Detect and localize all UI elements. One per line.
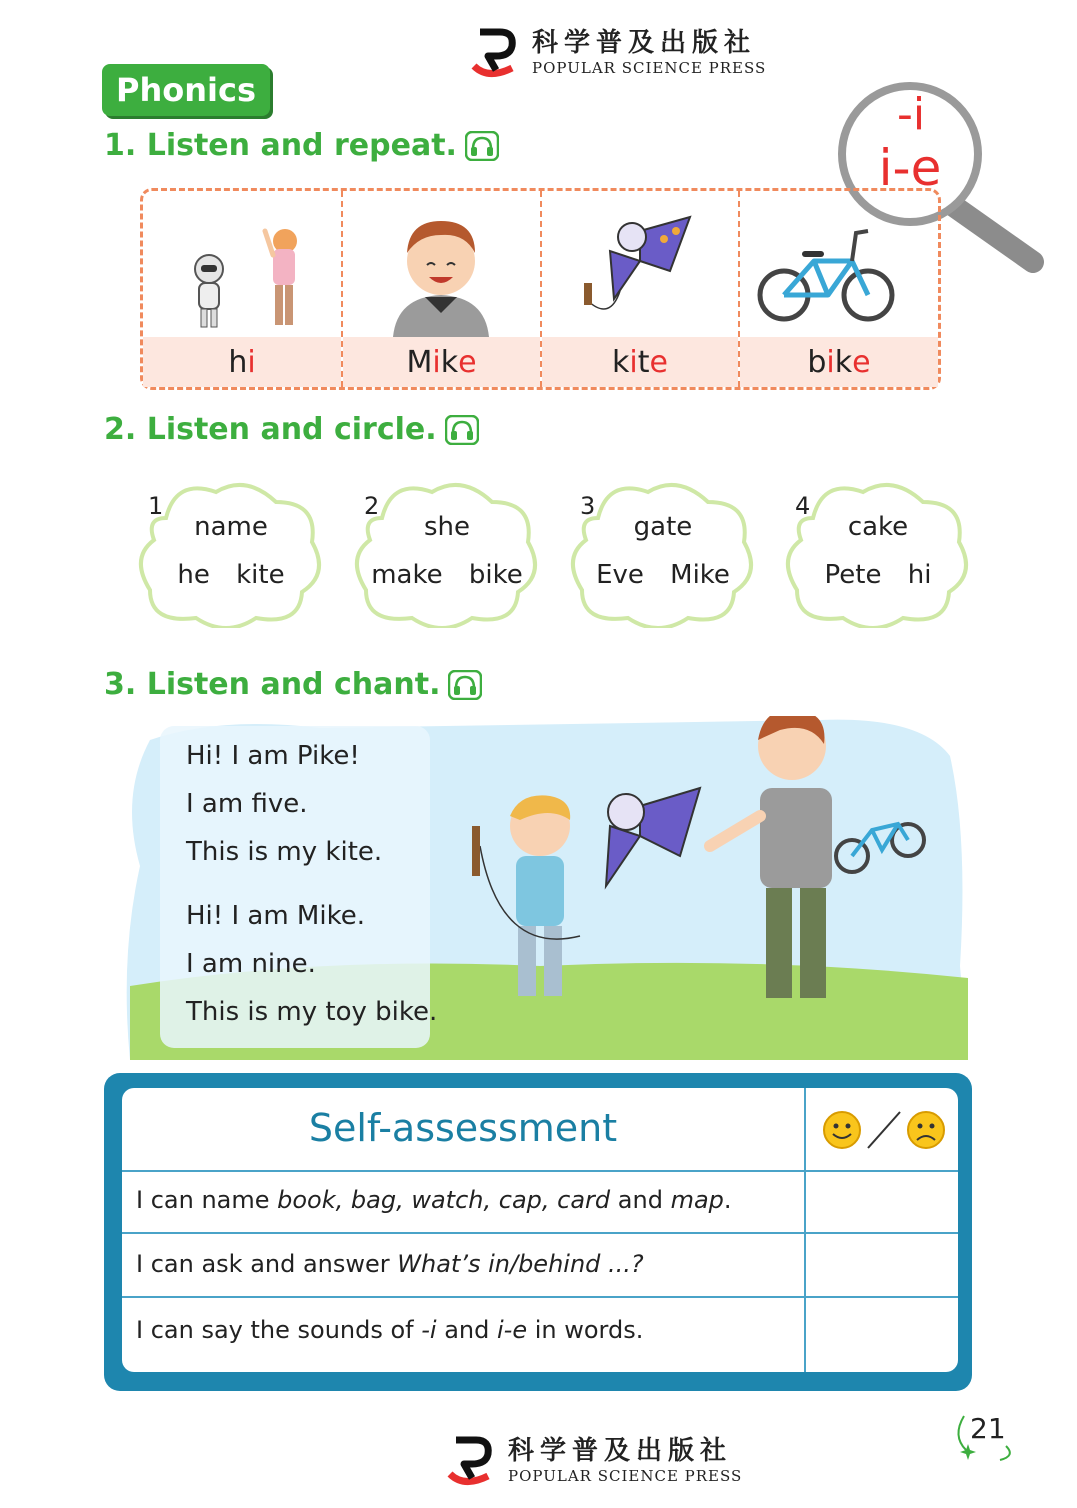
magnifier-text-1: -i bbox=[896, 89, 926, 140]
cloud-words-bottom[interactable]: Eve Mike bbox=[596, 560, 730, 590]
publisher-name-cn: 科学普及出版社 bbox=[508, 1436, 733, 1466]
self-assessment-row-2 bbox=[122, 1234, 958, 1298]
cloud-words-bottom[interactable]: make bike bbox=[371, 560, 523, 590]
section3-title bbox=[104, 667, 482, 702]
headphones-icon[interactable] bbox=[465, 131, 499, 161]
smile-frown-icons bbox=[822, 1110, 946, 1150]
self-assessment-table bbox=[122, 1088, 958, 1372]
section2-title-text: 2. Listen and circle. bbox=[104, 412, 437, 447]
phonics-badge: Phonics bbox=[102, 64, 270, 116]
cloud-word-top[interactable]: she bbox=[423, 512, 471, 542]
cloud-word-top[interactable]: cake bbox=[847, 512, 909, 542]
cloud-number: 1 bbox=[148, 492, 164, 520]
chant-text bbox=[186, 738, 437, 1042]
word-cards-box bbox=[140, 188, 941, 390]
cloud-item-3 bbox=[568, 478, 758, 628]
headphones-icon[interactable] bbox=[448, 670, 482, 700]
cloud-item-4 bbox=[783, 478, 973, 628]
self-assessment-row-3 bbox=[122, 1298, 958, 1372]
chant-line: This is my kite. bbox=[186, 837, 383, 867]
word-card-bike bbox=[740, 191, 938, 387]
word-label: M i k e bbox=[343, 337, 540, 387]
chant-line: This is my toy bike. bbox=[186, 997, 438, 1027]
publisher-header bbox=[466, 26, 766, 80]
publisher-name-en: POPULAR SCIENCE PRESS bbox=[532, 59, 767, 77]
cloud-words-bottom[interactable]: he kite bbox=[177, 560, 285, 590]
section1-title-text: 1. Listen and repeat. bbox=[104, 128, 457, 163]
cloud-shape bbox=[783, 478, 973, 628]
self-assessment-row-1 bbox=[122, 1170, 958, 1234]
word-card-mike bbox=[343, 191, 542, 387]
publisher-logo-icon bbox=[466, 26, 520, 80]
word-label: b i k e bbox=[740, 337, 938, 387]
chant-line: Hi! I am Mike. bbox=[186, 901, 365, 931]
section3-title-text: 3. Listen and chant. bbox=[104, 667, 441, 702]
cloud-shape bbox=[136, 478, 326, 628]
cloud-shape bbox=[352, 478, 542, 628]
chant-line: Hi! I am Pike! bbox=[186, 741, 360, 771]
chant-line: I am five. bbox=[186, 789, 308, 819]
cloud-number: 2 bbox=[364, 492, 380, 520]
self-assessment-header bbox=[122, 1088, 958, 1172]
publisher-name-cn: 科学普及出版社 bbox=[532, 28, 757, 58]
self-assessment-statement: I can name book, bag, watch, cap, card and map. bbox=[136, 1186, 732, 1214]
robot-and-girl-image bbox=[181, 219, 311, 337]
section2-title bbox=[104, 412, 479, 447]
publisher-name-en: POPULAR SCIENCE PRESS bbox=[508, 1467, 743, 1485]
cloud-words-bottom[interactable]: Pete hi bbox=[824, 560, 932, 590]
page-number: 21 bbox=[970, 1412, 1006, 1445]
cloud-item-1 bbox=[136, 478, 326, 628]
magnifier-text-2: i-e bbox=[878, 139, 942, 197]
self-assessment-statement: I can say the sounds of -i and i-e in words. bbox=[136, 1316, 644, 1344]
mike-portrait-image bbox=[389, 209, 493, 337]
self-assessment-title: Self-assessment bbox=[308, 1106, 618, 1150]
chant-line: I am nine. bbox=[186, 949, 316, 979]
cloud-item-2 bbox=[352, 478, 542, 628]
cloud-word-top[interactable]: gate bbox=[633, 512, 693, 542]
section1-title bbox=[104, 128, 499, 163]
headphones-icon[interactable] bbox=[445, 415, 479, 445]
kite-image bbox=[580, 211, 706, 329]
word-card-kite bbox=[542, 191, 740, 387]
word-label: h i bbox=[143, 337, 341, 387]
cloud-word-top[interactable]: name bbox=[194, 512, 268, 542]
publisher-footer bbox=[442, 1434, 742, 1488]
cloud-shape bbox=[568, 478, 758, 628]
cloud-number: 4 bbox=[795, 492, 811, 520]
cloud-number: 3 bbox=[580, 492, 596, 520]
word-label: k i t e bbox=[542, 337, 738, 387]
self-assessment-divider bbox=[804, 1088, 806, 1372]
publisher-logo-icon bbox=[442, 1434, 496, 1488]
word-card-hi bbox=[143, 191, 343, 387]
self-assessment-statement: I can ask and answer What’s in/behind ...? bbox=[136, 1250, 644, 1278]
bike-image bbox=[756, 223, 896, 327]
